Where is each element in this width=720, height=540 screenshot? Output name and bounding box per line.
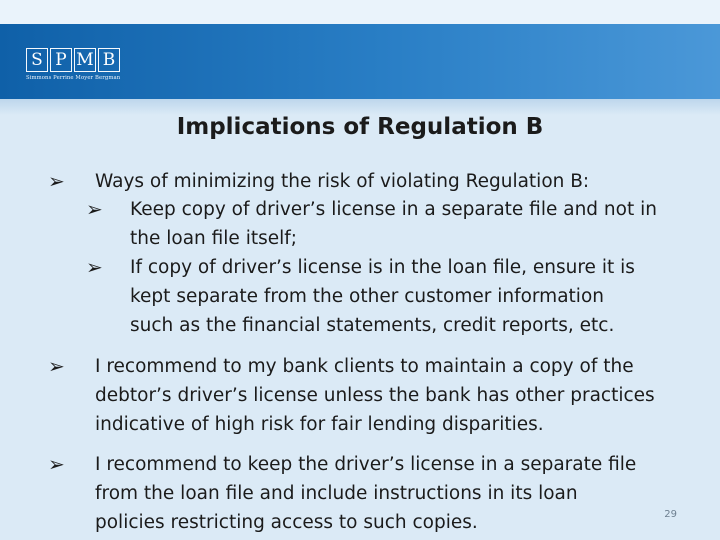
arrow-bullet-icon: ➢ (86, 255, 103, 279)
logo-subtitle: Simmons Perrine Moyer Bergman (26, 75, 121, 81)
bullet-line: Ways of minimizing the risk of violating Regulation B: (95, 171, 590, 192)
spmb-logo (26, 48, 120, 86)
arrow-bullet-icon: ➢ (48, 354, 65, 378)
bullet-text (95, 450, 636, 537)
logo-letter: S (26, 48, 48, 72)
logo-letter: B (98, 48, 120, 72)
logo-letter: M (74, 48, 96, 72)
arrow-bullet-icon: ➢ (86, 197, 103, 221)
bullet-line: If copy of driver’s license is in the loan file, ensure it is (130, 257, 635, 278)
slide-title: Implications of Regulation B (176, 114, 544, 140)
bullet-line: from the loan file and include instructions in its loan (95, 483, 578, 504)
bullet-line: policies restricting access to such copies. (95, 512, 478, 533)
bullet-text (95, 352, 655, 439)
bullet-line: I recommend to keep the driver’s license in a separate file (95, 454, 637, 475)
bullet-line: the loan file itself; (130, 228, 297, 249)
logo-letter: P (50, 48, 72, 72)
bullet-line: such as the financial statements, credit reports, etc. (130, 315, 615, 336)
bullet-line: debtor’s driver’s license unless the bank has other practices (95, 385, 655, 406)
arrow-bullet-icon: ➢ (48, 452, 65, 476)
bullet-line: indicative of high risk for fair lending disparities. (95, 414, 544, 435)
bullet-line: Keep copy of driver’s license in a separate file and not in (130, 199, 657, 220)
bullet-line: kept separate from the other customer information (130, 286, 604, 307)
banner-shadow (0, 99, 720, 115)
page-number: 29 (664, 509, 677, 520)
top-strip (0, 0, 720, 24)
logo-letters (26, 48, 120, 72)
bullet-text (95, 167, 589, 196)
bullet-line: I recommend to my bank clients to maintain a copy of the (95, 356, 634, 377)
arrow-bullet-icon: ➢ (48, 169, 65, 193)
sub-bullet-text (130, 253, 635, 340)
sub-bullet-text (130, 195, 657, 253)
